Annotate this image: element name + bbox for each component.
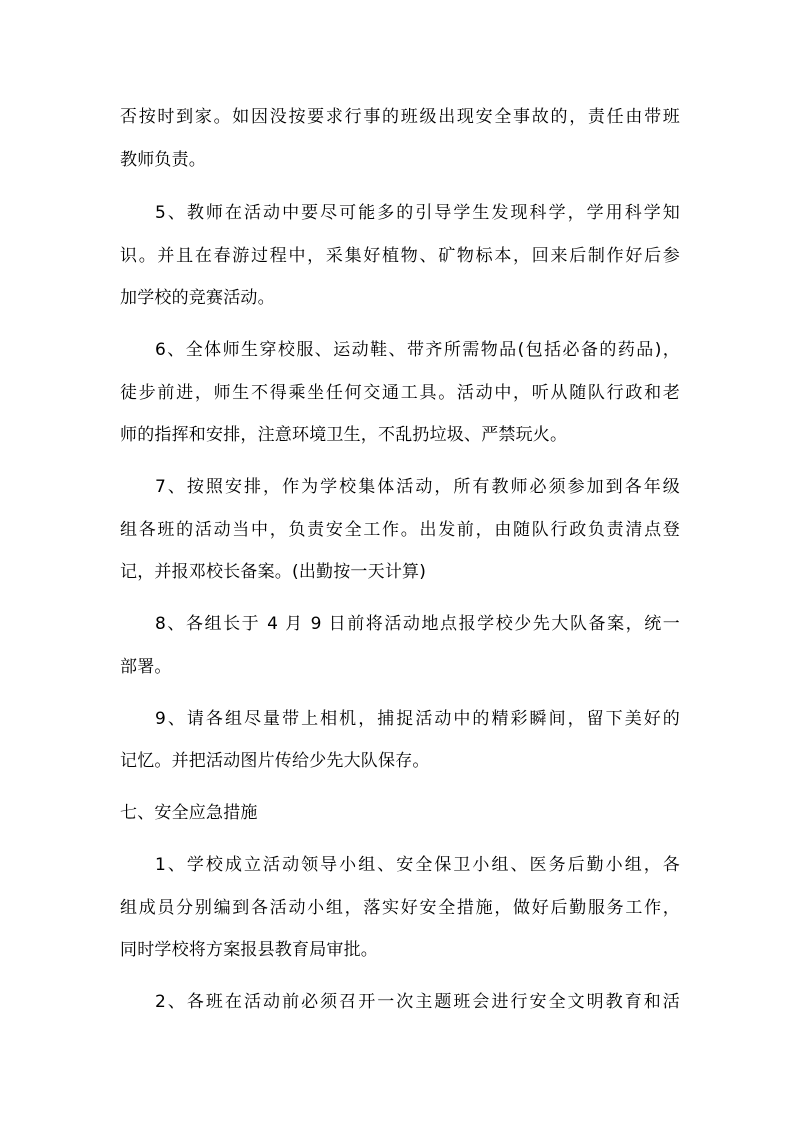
paragraph-line: 加学校的竞赛活动。 xyxy=(120,288,275,308)
paragraph-line: 否按时到家。如因没按要求行事的班级出现安全事故的，责任由带班 xyxy=(120,107,680,127)
paragraph-line: 徒步前进，师生不得乘坐任何交通工具。活动中，听从随队行政和老 xyxy=(120,383,680,403)
paragraph-line: 教师负责。 xyxy=(120,150,206,170)
paragraph-line: 部署。 xyxy=(120,657,172,677)
paragraph-line: 8、各组长于 4 月 9 日前将活动地点报学校少先大队备案，统一 xyxy=(155,614,680,634)
paragraph-line: 同时学校将方案报县教育局审批。 xyxy=(120,940,378,960)
paragraph-line: 1、学校成立活动领导小组、安全保卫小组、医务后勤小组，各 xyxy=(155,855,680,875)
paragraph-line: 识。并且在春游过程中，采集好植物、矿物标本，回来后制作好后参 xyxy=(120,246,680,266)
paragraph-line: 记，并报邓校长备案。(出勤按一天计算) xyxy=(120,562,427,582)
section-heading: 七、安全应急措施 xyxy=(120,803,258,823)
paragraph-line: 5、教师在活动中要尽可能多的引导学生发现科学，学用科学知 xyxy=(155,203,680,223)
paragraph-line: 6、全体师生穿校服、运动鞋、带齐所需物品(包括必备的药品)， xyxy=(155,340,680,360)
paragraph-line: 2、各班在活动前必须召开一次主题班会进行安全文明教育和活 xyxy=(155,992,680,1012)
paragraph-line: 7、按照安排，作为学校集体活动，所有教师必须参加到各年级 xyxy=(155,477,680,497)
paragraph-line: 组各班的活动当中，负责安全工作。出发前，由随队行政负责清点登 xyxy=(120,520,680,540)
paragraph-line: 组成员分别编到各活动小组，落实好安全措施，做好后勤服务工作， xyxy=(120,898,680,918)
paragraph-line: 师的指挥和安排，注意环境卫生，不乱扔垃圾、严禁玩火。 xyxy=(120,425,568,445)
paragraph-line: 记忆。并把活动图片传给少先大队保存。 xyxy=(120,751,430,771)
paragraph-line: 9、请各组尽量带上相机，捕捉活动中的精彩瞬间，留下美好的 xyxy=(155,709,680,729)
